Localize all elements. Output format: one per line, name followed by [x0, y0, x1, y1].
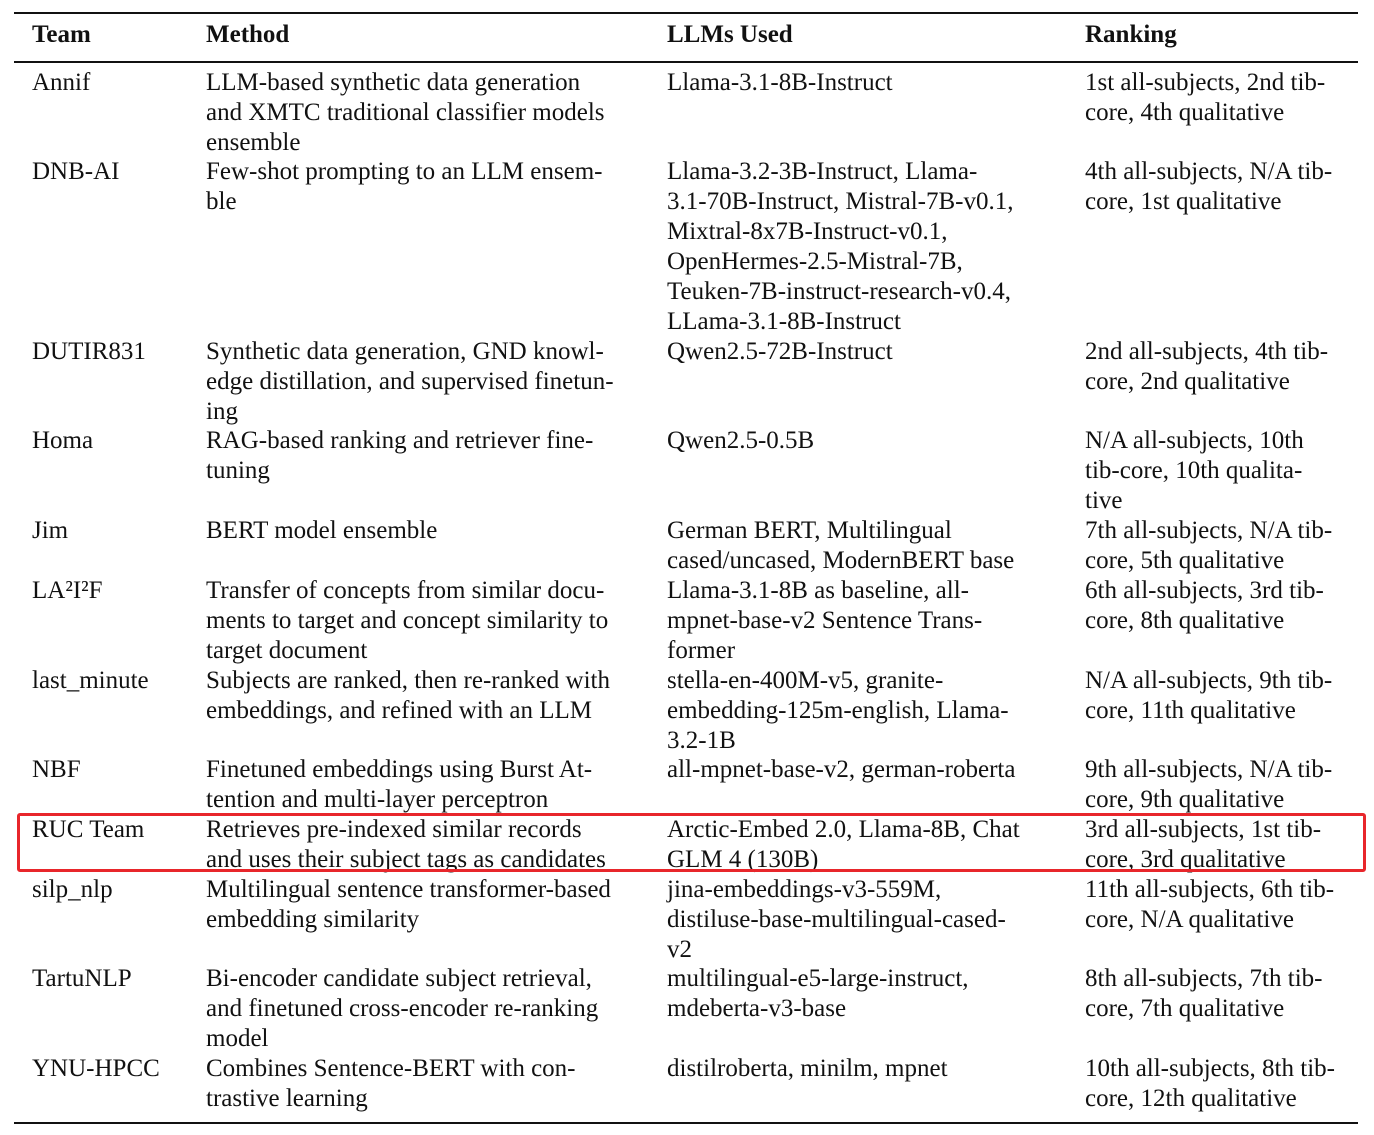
- header-llms-used: LLMs Used: [667, 21, 793, 48]
- llms-cell: distilroberta, minilm, mpnet: [667, 1055, 948, 1082]
- header-method: Method: [206, 21, 290, 48]
- method-cell: Combines Sentence-BERT with con- trastive learning: [206, 1055, 576, 1112]
- team-cell: last_minute: [32, 667, 149, 694]
- method-cell: Finetuned embeddings using Burst At- tention and multi-layer perceptron: [206, 756, 593, 813]
- method-cell: Subjects are ranked, then re-ranked with embeddings, and refined with an LLM: [206, 667, 611, 724]
- method-cell: Few-shot prompting to an LLM ensem- ble: [206, 158, 603, 215]
- table-top-rule: [14, 12, 1358, 14]
- team-cell: LA²I²F: [32, 577, 103, 604]
- team-cell: DUTIR831: [32, 338, 146, 365]
- team-cell: Jim: [32, 517, 69, 544]
- ranking-cell: 6th all-subjects, 3rd tib- core, 8th qualitative: [1085, 577, 1324, 634]
- ranking-cell: N/A all-subjects, 9th tib- core, 11th qualitative: [1085, 667, 1333, 724]
- method-cell: RAG-based ranking and retriever fine- tuning: [206, 427, 594, 484]
- team-cell: TartuNLP: [32, 965, 132, 992]
- method-cell: LLM-based synthetic data generation and XMTC traditional classifier models ensemble: [206, 69, 605, 156]
- table-bottom-rule: [14, 1122, 1358, 1124]
- method-cell: Transfer of concepts from similar docu- ments to target and concept similarity to target document: [206, 577, 609, 664]
- team-cell: Annif: [32, 69, 91, 96]
- ranking-cell: N/A all-subjects, 10th tib-core, 10th qualita- tive: [1085, 427, 1304, 514]
- llms-cell: Llama-3.2-3B-Instruct, Llama- 3.1-70B-Instruct, Mistral-7B-v0.1, Mixtral-8x7B-Instruct-v0.1, OpenHermes-2.5-Mistral-7B, Teuken-7B-instruct-research-v0.4, LLama-3.1-8B-Instruct: [667, 158, 1014, 335]
- method-cell: Retrieves pre-indexed similar records and uses their subject tags as candidates: [206, 816, 606, 873]
- team-cell: YNU-HPCC: [32, 1055, 160, 1082]
- header-team: Team: [32, 21, 91, 48]
- llms-cell: Llama-3.1-8B as baseline, all- mpnet-base-v2 Sentence Trans- former: [667, 577, 983, 664]
- ranking-cell: 9th all-subjects, N/A tib- core, 9th qualitative: [1085, 756, 1333, 813]
- llms-cell: German BERT, Multilingual cased/uncased, ModernBERT base: [667, 517, 1015, 574]
- highlight-box: [17, 813, 1366, 872]
- ranking-cell: 11th all-subjects, 6th tib- core, N/A qualitative: [1085, 876, 1335, 933]
- team-cell: RUC Team: [32, 816, 145, 843]
- ranking-cell: 1st all-subjects, 2nd tib- core, 4th qualitative: [1085, 69, 1326, 126]
- ranking-cell: 4th all-subjects, N/A tib- core, 1st qualitative: [1085, 158, 1333, 215]
- team-cell: Homa: [32, 427, 94, 454]
- ranking-cell: 10th all-subjects, 8th tib- core, 12th qualitative: [1085, 1055, 1335, 1112]
- llms-cell: multilingual-e5-large-instruct, mdeberta-v3-base: [667, 965, 969, 1022]
- team-cell: DNB-AI: [32, 158, 120, 185]
- llms-cell: stella-en-400M-v5, granite- embedding-125m-english, Llama- 3.2-1B: [667, 667, 1009, 754]
- ranking-cell: 3rd all-subjects, 1st tib- core, 3rd qualitative: [1085, 816, 1322, 873]
- llms-cell: jina-embeddings-v3-559M, distiluse-base-multilingual-cased- v2: [667, 876, 1006, 963]
- method-cell: BERT model ensemble: [206, 517, 438, 544]
- ranking-cell: 2nd all-subjects, 4th tib- core, 2nd qualitative: [1085, 338, 1329, 395]
- method-cell: Multilingual sentence transformer-based embedding similarity: [206, 876, 611, 933]
- team-cell: NBF: [32, 756, 81, 783]
- team-cell: silp_nlp: [32, 876, 113, 903]
- llms-cell: Llama-3.1-8B-Instruct: [667, 69, 893, 96]
- llms-cell: Qwen2.5-72B-Instruct: [667, 338, 893, 365]
- llms-cell: Arctic-Embed 2.0, Llama-8B, Chat GLM 4 (130B): [667, 816, 1020, 873]
- method-cell: Bi-encoder candidate subject retrieval, and finetuned cross-encoder re-ranking model: [206, 965, 599, 1052]
- llms-cell: all-mpnet-base-v2, german-roberta: [667, 756, 1016, 783]
- ranking-cell: 7th all-subjects, N/A tib- core, 5th qualitative: [1085, 517, 1333, 574]
- ranking-cell: 8th all-subjects, 7th tib- core, 7th qualitative: [1085, 965, 1323, 1022]
- header-rule: [14, 61, 1358, 63]
- header-ranking: Ranking: [1085, 21, 1177, 48]
- llms-cell: Qwen2.5-0.5B: [667, 427, 815, 454]
- method-cell: Synthetic data generation, GND knowl- edge distillation, and supervised finetun- ing: [206, 338, 614, 425]
